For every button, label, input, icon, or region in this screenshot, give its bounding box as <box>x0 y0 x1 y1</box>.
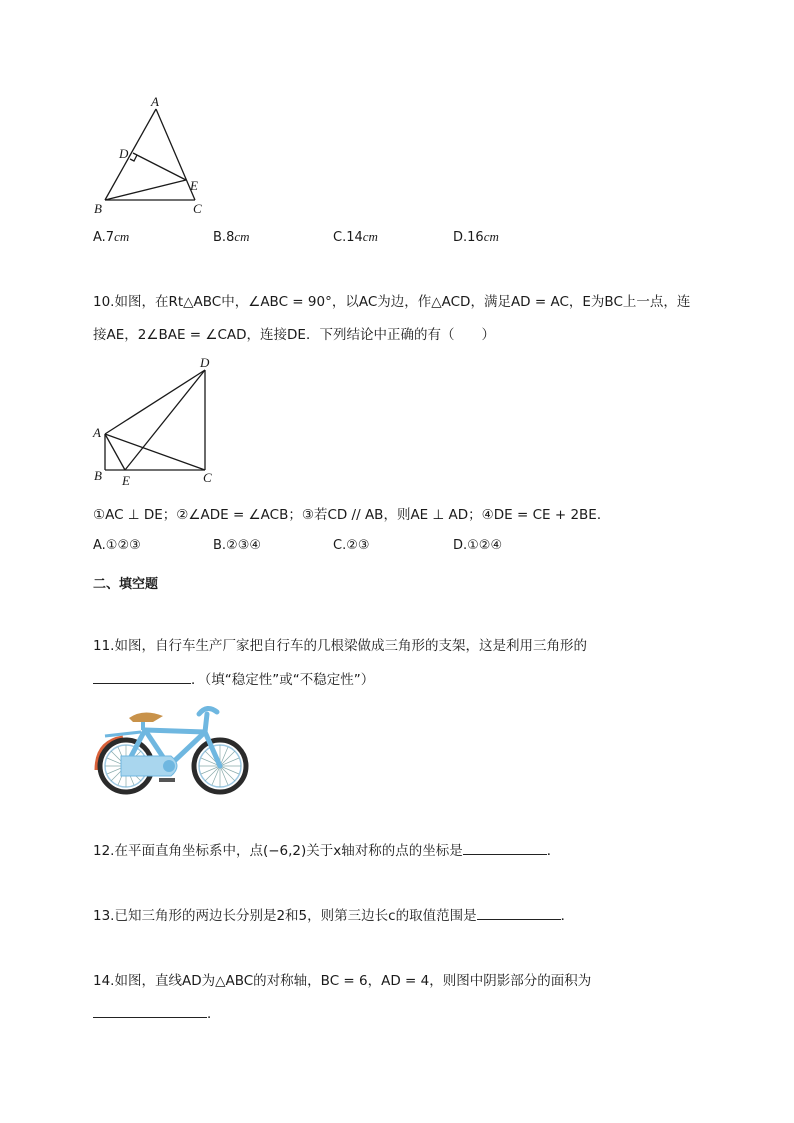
right-angle-mark-D <box>130 155 137 161</box>
q10-option-c[interactable]: C.②③ <box>333 538 370 553</box>
section-heading: 二、填空题 <box>93 577 159 592</box>
q9-option-b[interactable]: B.8cm <box>213 229 250 245</box>
label-D: D <box>200 355 210 370</box>
bicycle-illustration <box>93 698 253 798</box>
figure-q9-triangle <box>85 92 215 222</box>
label-E: E <box>190 178 198 193</box>
segment-AD <box>105 370 205 434</box>
q11-stem-line1: 11.如图，自行车生产厂家把自行车的几根梁做成三角形的支架，这是利用三角形的 <box>93 638 587 654</box>
q12-answer-blank[interactable] <box>463 840 547 855</box>
q9-option-d[interactable]: D.16cm <box>453 229 499 245</box>
q14-stem-line2: ． <box>93 1003 221 1024</box>
q10-option-a[interactable]: A.①②③ <box>93 538 141 553</box>
crank <box>163 760 175 772</box>
q12-stem: 12.在平面直角坐标系中，点(−6,2)关于x轴对称的点的坐标是 ． <box>93 840 560 861</box>
label-B: B <box>94 468 102 483</box>
segment-AB <box>105 109 156 200</box>
q14-answer-blank[interactable] <box>93 1003 207 1018</box>
segment-AC <box>105 434 205 470</box>
label-D: D <box>119 146 129 161</box>
q13-stem: 13.已知三角形的两边长分别是2和5，则第三边长c的取值范围是 ． <box>93 905 574 926</box>
pedal <box>159 778 175 782</box>
label-A: A <box>151 94 159 109</box>
label-E: E <box>122 473 130 488</box>
q9-option-c[interactable]: C.14cm <box>333 229 378 245</box>
q11-stem-line2: ．（填“稳定性”或“不稳定性”） <box>93 669 374 690</box>
q11-answer-blank[interactable] <box>93 669 191 684</box>
figure-q10-triangle <box>85 355 225 490</box>
q10-option-d[interactable]: D.①②④ <box>453 538 503 553</box>
q10-option-b[interactable]: B.②③④ <box>213 538 262 553</box>
q14-stem-line1: 14.如图，直线AD为△ABC的对称轴，BC = 6，AD = 4，则图中阴影部分的面积为 <box>93 973 592 989</box>
label-B: B <box>94 201 102 216</box>
label-C: C <box>193 201 202 216</box>
segment-DE <box>133 153 186 180</box>
q13-answer-blank[interactable] <box>477 905 561 920</box>
label-A: A <box>93 425 101 440</box>
segment-BE <box>105 180 186 200</box>
bicycle-seat <box>129 712 163 722</box>
q10-statements: ①AC ⊥ DE；②∠ADE = ∠ACB；③若CD // AB，则AE ⊥ AD；④DE = CE + 2BE． <box>93 507 611 523</box>
q9-option-a[interactable]: A.7cm <box>93 229 130 245</box>
segment-AE <box>105 434 125 470</box>
q10-stem-line1: 10.如图，在Rt△ABC中，∠ABC = 90°，以AC为边，作△ACD，满足AD = AC，E为BC上一点，连 <box>93 294 691 310</box>
q10-stem-line2: 接AE，2∠BAE = ∠CAD，连接DE．下列结论中正确的有（ ） <box>93 327 495 343</box>
label-C: C <box>203 470 212 485</box>
